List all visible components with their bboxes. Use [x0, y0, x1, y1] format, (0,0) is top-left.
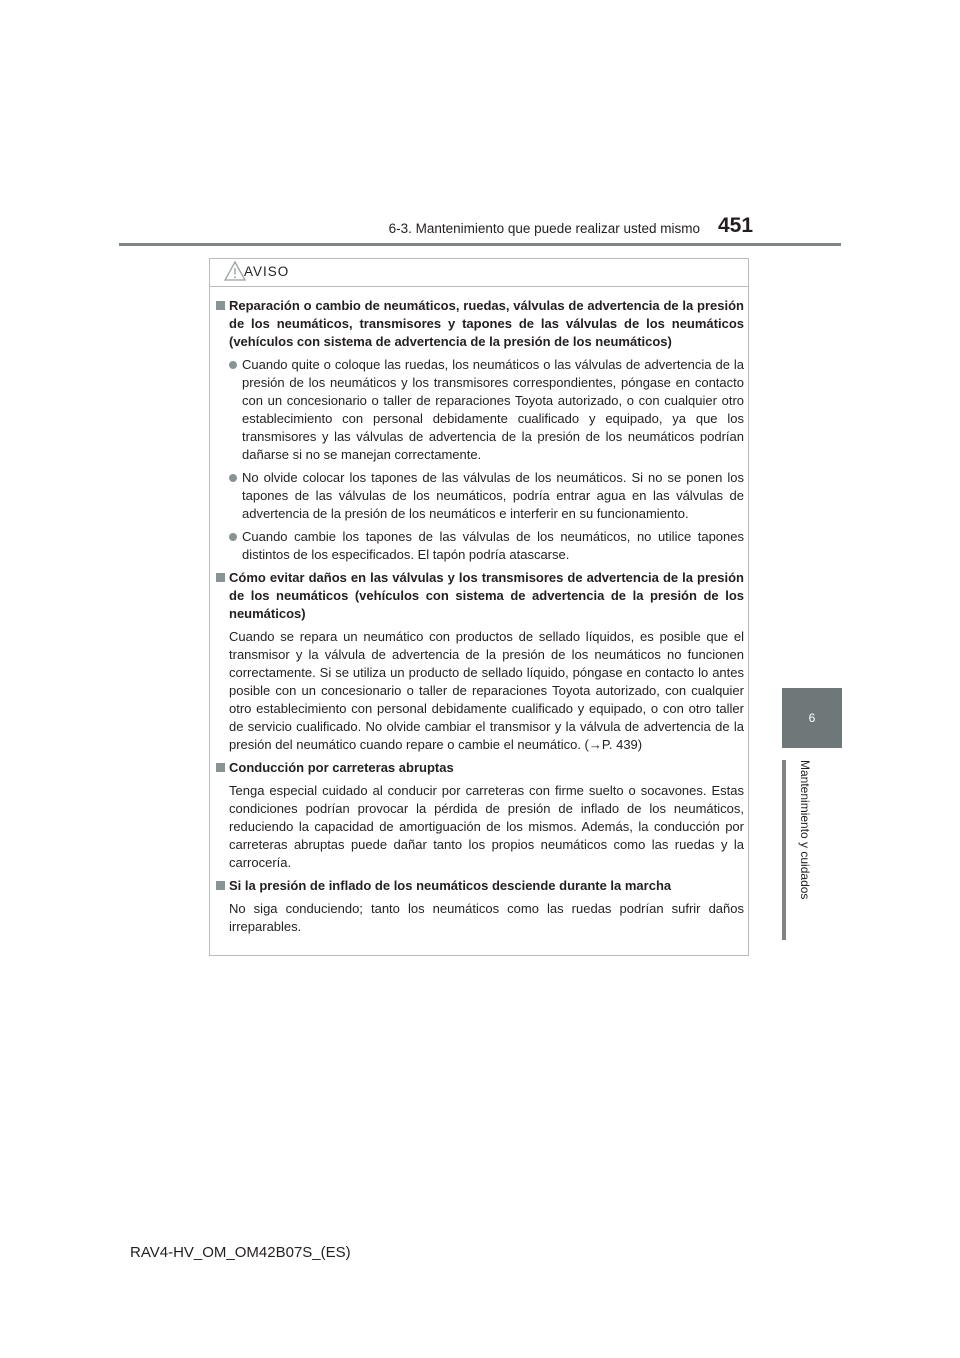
section-square-icon: [216, 301, 225, 310]
warning-box: [209, 258, 749, 956]
bullet-item: [229, 469, 744, 523]
chapter-number: 6: [808, 711, 816, 725]
section-title: Cómo evitar daños en las válvulas y los transmisores de advertencia de la presión de los neumáticos (vehículos con sistema de advertencia de la presión de los neumáticos): [229, 570, 744, 621]
warning-body: [216, 297, 744, 941]
bullet-item: [229, 356, 744, 464]
warning-section: [216, 877, 744, 936]
section-title: 6-3. Mantenimiento que puede realizar usted mismo: [388, 221, 700, 236]
warning-header: [210, 259, 748, 287]
bullet-item: [229, 528, 744, 564]
bullet-dot-icon: [229, 361, 237, 369]
section-square-icon: [216, 573, 225, 582]
section-square-icon: [216, 881, 225, 890]
bullet-text: No olvide colocar los tapones de las válvulas de los neumáticos. Si no se ponen los tapones de las válvulas de los neumáticos, podría entrar agua en las válvulas de advertencia de la presión de los neumáticos e interferir en su funcionamiento.: [242, 470, 744, 521]
bullet-dot-icon: [229, 474, 237, 482]
section-paragraph: No siga conduciendo; tanto los neumáticos como las ruedas podrían sufrir daños irreparables.: [229, 901, 744, 934]
warning-triangle-icon: [224, 261, 246, 281]
chapter-label: Mantenimiento y cuidados: [798, 760, 812, 900]
section-paragraph: Tenga especial cuidado al conducir por carreteras con firme suelto o socavones. Estas condiciones podrían provocar la pérdida de presión de inflado de los neumáticos, reduciendo la capacidad de amortiguación de los mismos. Además, la conducción por carreteras abruptas puede dañar tanto los propios neumáticos como las ruedas y la carrocería.: [229, 783, 744, 870]
section-title: Reparación o cambio de neumáticos, ruedas, válvulas de advertencia de la presión de los neumáticos, transmisores y tapones de las válvulas de los neumáticos (vehículos con sistema de advertencia de la presión de los neumáticos): [229, 298, 744, 349]
document-code: RAV4-HV_OM_OM42B07S_(ES): [130, 1244, 351, 1261]
section-title: Si la presión de inflado de los neumáticos desciende durante la marcha: [229, 878, 672, 893]
bullet-text: Cuando cambie los tapones de las válvulas de los neumáticos, no utilice tapones distintos de los especificados. El tapón podría atascarse.: [242, 529, 744, 562]
bullet-text: Cuando quite o coloque las ruedas, los neumáticos o las válvulas de advertencia de la presión de los neumáticos y los transmisores correspondientes, póngase en contacto con un concesionario o taller de reparaciones Toyota autorizado, o con cualquier otro establecimiento con personal debidamente cualificado y equipado, ya que los transmisores y las válvulas de advertencia de la presión de los neumáticos podrían dañarse si no se manejan correctamente.: [242, 357, 744, 462]
page-number: 451: [718, 214, 754, 237]
chapter-tab[interactable]: [782, 688, 842, 748]
warning-section: [216, 759, 744, 872]
section-title: Conducción por carreteras abruptas: [229, 760, 454, 775]
warning-section: [216, 569, 744, 754]
header-divider: [119, 243, 841, 246]
bullet-dot-icon: [229, 533, 237, 541]
warning-section: [216, 297, 744, 564]
section-paragraph: Cuando se repara un neumático con productos de sellado líquidos, es posible que el transmisor y la válvula de advertencia de la presión de los neumáticos no funcionen correctamente. Si se utiliza un producto de sellado líquido, póngase en contacto lo antes posible con un concesionario o taller de reparaciones Toyota autorizado, con cualquier otro establecimiento con personal debidamente cualificado y equipado, o con otro taller de servicio cualificado. No olvide cambiar el transmisor y la válvula de advertencia de la presión del neumático cuando repare o cambie el neumático. (→P. 439): [229, 629, 744, 752]
section-square-icon: [216, 763, 225, 772]
chapter-divider: [782, 760, 786, 940]
warning-label: AVISO: [244, 264, 290, 279]
